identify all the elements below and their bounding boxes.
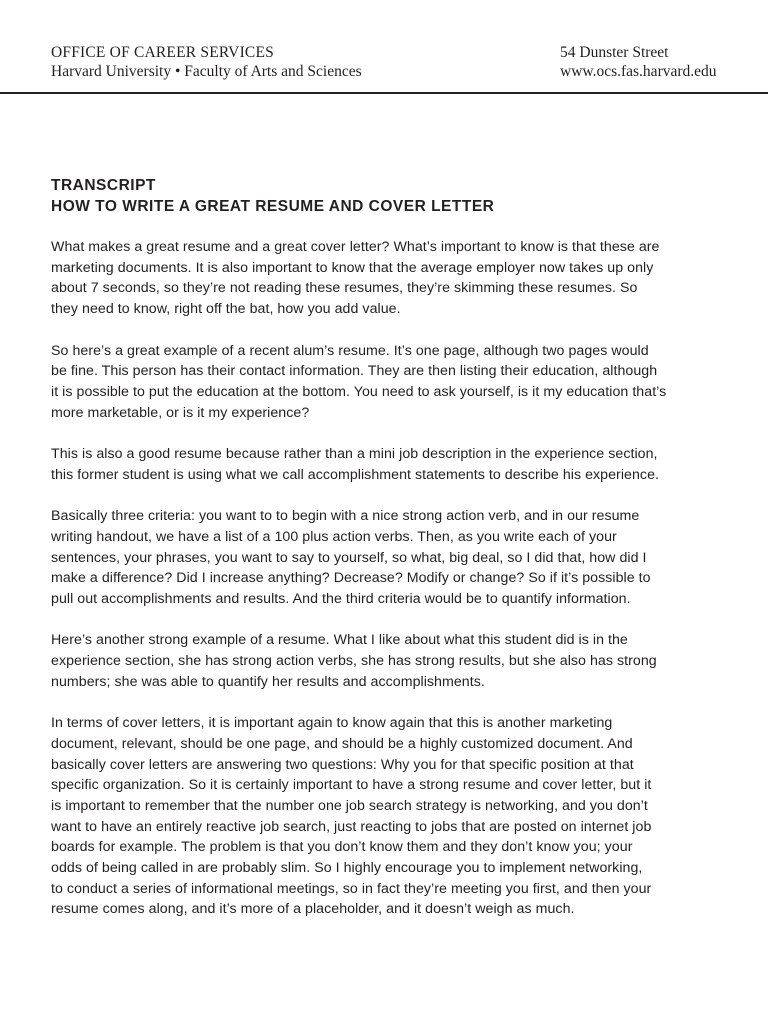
paragraph-line: basically cover letters are answering two questions: Why you for that specific position at that bbox=[51, 756, 634, 773]
paragraph-line: boards for example. The problem is that you don’t know them and they don’t know you; your bbox=[51, 839, 633, 856]
transcript-paragraph bbox=[51, 630, 711, 692]
paragraph-line: more marketable, or is it my experience? bbox=[51, 404, 310, 421]
paragraph-line: is important to remember that the number one job search strategy is networking, and you don’t bbox=[51, 797, 648, 814]
paragraph-line: document, relevant, should be one page, and should be a highly customized document. And bbox=[51, 735, 633, 752]
transcript-paragraph bbox=[51, 713, 711, 920]
paragraph-line: This is also a good resume because rather than a mini job description in the experience section, bbox=[51, 446, 658, 462]
paragraph-line: specific organization. So it is certainly important to have a strong resume and cover letter, but it bbox=[51, 777, 652, 794]
paragraph-line: odds of being called in are probably slim. So I highly encourage you to implement networking, bbox=[51, 860, 643, 877]
paragraph-line: it is possible to put the education at the bottom. You need to ask yourself, is it my education that’s bbox=[51, 383, 667, 400]
paragraph-line: want to have an entirely reactive job search, just reacting to jobs that are posted on internet job bbox=[51, 818, 652, 835]
page-header bbox=[0, 0, 768, 94]
paragraph-list bbox=[51, 237, 711, 920]
paragraph-line: experience section, she has strong action verbs, she has strong results, but she also has strong bbox=[51, 653, 657, 669]
street-address: 54 Dunster Street bbox=[560, 44, 669, 61]
office-block bbox=[51, 43, 362, 81]
paragraph-line: make a difference? Did I increase anything? Decrease? Modify or change? So if it’s possible to bbox=[51, 570, 651, 587]
paragraph-line: they need to know, right off the bat, how you add value. bbox=[51, 301, 401, 318]
office-name: OFFICE OF CAREER SERVICES bbox=[51, 44, 274, 61]
website-link[interactable]: www.ocs.fas.harvard.edu bbox=[560, 63, 717, 80]
document-title: HOW TO WRITE A GREAT RESUME AND COVER LETTER bbox=[51, 198, 495, 215]
paragraph-line: resume comes along, and it’s more of a placeholder, and it doesn’t weigh as much. bbox=[51, 901, 575, 918]
paragraph-line: numbers; she was able to quantify her results and accomplishments. bbox=[51, 673, 485, 690]
paragraph-line: to conduct a series of informational meetings, so in fact they’re meeting you first, and then your bbox=[51, 880, 652, 897]
transcript-paragraph bbox=[51, 506, 711, 610]
paragraph-line: pull out accomplishments and results. And the third criteria would be to quantify information. bbox=[51, 590, 631, 607]
paragraph-line: Basically three criteria: you want to to begin with a nice strong action verb, and in our resume bbox=[51, 508, 640, 525]
transcript-paragraph bbox=[51, 341, 711, 424]
university-line: Harvard University • Faculty of Arts and Sciences bbox=[51, 63, 362, 80]
paragraph-line: In terms of cover letters, it is important again to know again that this is another marketing bbox=[51, 715, 613, 732]
contact-block bbox=[560, 43, 717, 81]
document-body bbox=[51, 175, 711, 941]
paragraph-line: writing handout, we have a list of a 100 plus action verbs. Then, as you write each of your bbox=[51, 528, 617, 545]
transcript-paragraph bbox=[51, 444, 711, 485]
document-label: TRANSCRIPT bbox=[51, 177, 156, 194]
paragraph-line: sentences, your phrases, you want to say to yourself, so what, big deal, so I did that, how did I bbox=[51, 549, 647, 566]
paragraph-line: this former student is using what we call accomplishment statements to describe his experience. bbox=[51, 466, 659, 483]
paragraph-line: What makes a great resume and a great cover letter? What’s important to know is that these are bbox=[51, 239, 660, 255]
paragraph-line: about 7 seconds, so they’re not reading these resumes, they’re skimming these resumes. So bbox=[51, 280, 638, 297]
transcript-paragraph bbox=[51, 237, 711, 320]
paragraph-line: marketing documents. It is also important to know that the average employer now takes up only bbox=[51, 259, 654, 276]
paragraph-line: be fine. This person has their contact information. They are then listing their education, although bbox=[51, 363, 658, 380]
paragraph-line: So here’s a great example of a recent alum’s resume. It’s one page, although two pages would bbox=[51, 342, 649, 359]
paragraph-line: Here’s another strong example of a resume. What I like about what this student did is in the bbox=[51, 632, 628, 649]
